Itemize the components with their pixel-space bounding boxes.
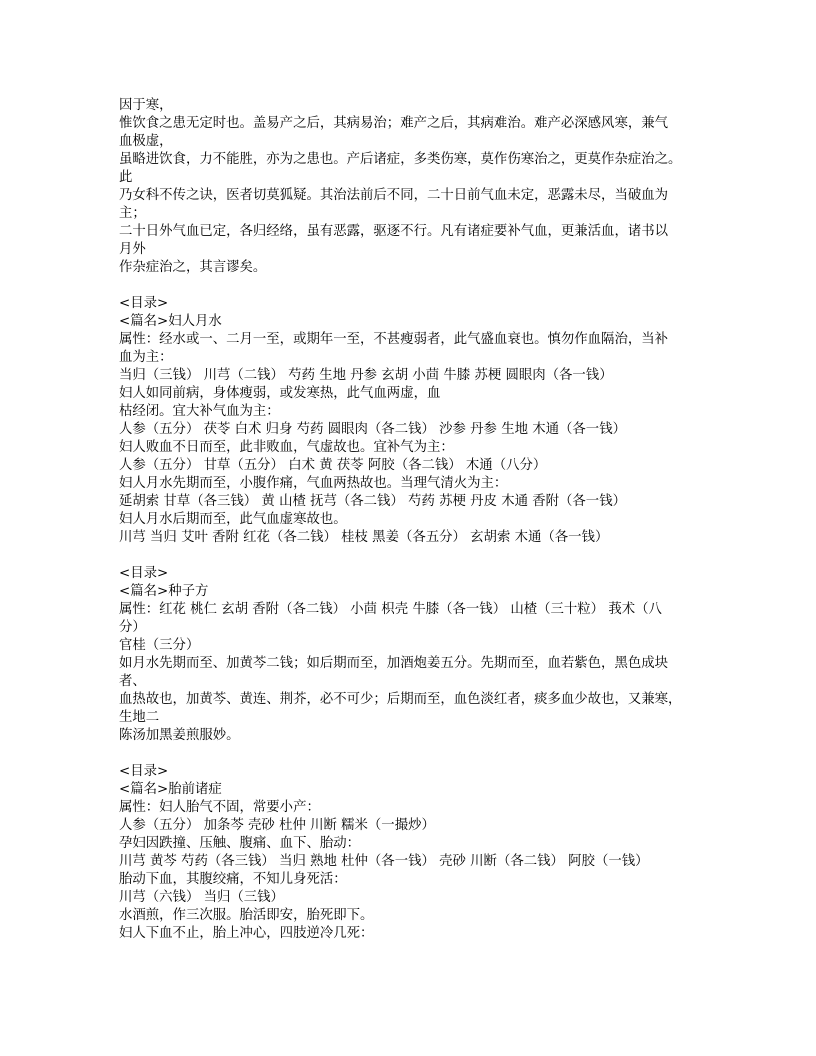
text-line: 主；: [119, 206, 146, 221]
text-line: 作杂症治之，其言谬矣。: [119, 260, 267, 275]
text-line: 妇人下血不止，胎上冲心，四肢逆冷几死：: [119, 926, 374, 941]
text-line: <目录>: [119, 566, 169, 581]
text-line: 妇人月水后期而至，此气血虚寒故也。: [119, 512, 347, 527]
text-line: 妇人月水先期而至，小腹作痛，气血两热故也。当理气清火为主：: [119, 476, 508, 491]
text-line: 官桂（三分）: [119, 638, 200, 653]
document-page: [119, 97, 699, 943]
text-line: 妇人败血不日而至，此非败血，气虚故也。宜补气为主：: [119, 440, 454, 455]
text-line: 川芎（六钱） 当归（三钱）: [119, 890, 284, 905]
blank-line: [119, 277, 699, 295]
text-line: 血为主：: [119, 350, 173, 365]
text-line: 延胡索 甘草（各三钱） 黄 山楂 抚芎（各二钱） 芍药 苏梗 丹皮 木通 香附（各一钱）: [119, 494, 626, 509]
text-line: 妇人如同前病，身体瘦弱，或发寒热，此气血两虚，血: [119, 386, 441, 401]
text-line: 属性：妇人胎气不固，常要小产：: [119, 800, 320, 815]
text-line: <目录>: [119, 764, 169, 779]
text-line: 虽略进饮食，力不能胜，亦为之患也。产后诸症，多类伤寒，莫作伤寒治之，更莫作杂症治之。: [119, 152, 682, 167]
text-line: <目录>: [119, 296, 169, 311]
text-line: 水酒煎，作三次服。胎活即安，胎死即下。: [119, 908, 374, 923]
text-line: 此: [119, 170, 133, 185]
text-line: 月外: [119, 242, 146, 257]
text-line: <篇名>种子方: [119, 584, 209, 599]
text-line: 孕妇因跌撞、压触、腹痛、血下、胎动：: [119, 836, 361, 851]
text-line: <篇名>胎前诸症: [119, 782, 222, 797]
text-line: 者、: [119, 674, 146, 689]
text-line: 川芎 黄芩 芍药（各三钱） 当归 熟地 杜仲（各一钱） 壳砂 川断（各二钱） 阿胶（一钱）: [119, 854, 649, 869]
text-line: 当归（三钱） 川芎（二钱） 芍药 生地 丹参 玄胡 小茴 牛膝 苏梗 圆眼肉（各一钱）: [119, 368, 613, 383]
text-line: 人参（五分） 加条芩 壳砂 杜仲 川断 糯米（一撮炒）: [119, 818, 435, 833]
blank-line: [119, 745, 699, 763]
text-line: 胎动下血，其腹绞痛，不知儿身死活：: [119, 872, 347, 887]
text-line: <篇名>妇人月水: [119, 314, 222, 329]
text-line: 如月水先期而至、加黄芩二钱；如后期而至，加酒炮姜五分。先期而至，血若紫色，黑色成块: [119, 656, 669, 671]
text-line: 枯经闭。宜大补气血为主：: [119, 404, 280, 419]
text-line: 二十日外气血已定，各归经络，虽有恶露，驱逐不行。凡有诸症要补气血，更兼活血，诸书以: [119, 224, 669, 239]
text-line: 属性：红花 桃仁 玄胡 香附（各二钱） 小茴 枳壳 牛膝（各一钱） 山楂（三十粒） 莪术（八: [119, 602, 662, 617]
text-line: 川芎 当归 艾叶 香附 红花（各二钱） 桂枝 黑姜（各五分） 玄胡索 木通（各一钱）: [119, 530, 609, 545]
text-line: 人参（五分） 甘草（五分） 白术 黄 茯苓 阿胶（各二钱） 木通（八分）: [119, 458, 547, 473]
text-line: 人参（五分） 茯苓 白术 归身 芍药 圆眼肉（各二钱） 沙参 丹参 生地 木通（各一钱）: [119, 422, 626, 437]
blank-line: [119, 547, 699, 565]
text-line: 因于寒，: [119, 98, 173, 113]
text-line: 分）: [119, 620, 146, 635]
text-line: 生地二: [119, 710, 160, 725]
text-line: 乃女科不传之诀，医者切莫狐疑。其治法前后不同，二十日前气血未定，恶露未尽，当破血为: [119, 188, 669, 203]
text-line: 血热故也，加黄芩、黄连、荆芥，必不可少；后期而至，血色淡红者，痰多血少故也，又兼寒，: [119, 692, 682, 707]
text-line: 属性：经水或一、二月一至，或期年一至，不甚瘦弱者，此气盛血衰也。慎勿作血隔治，当补: [119, 332, 669, 347]
text-line: 血极虚，: [119, 134, 173, 149]
text-line: 惟饮食之患无定时也。盖易产之后，其病易治；难产之后，其病难治。难产必深感风寒，兼气: [119, 116, 669, 131]
text-line: 陈汤加黑姜煎服妙。: [119, 728, 240, 743]
